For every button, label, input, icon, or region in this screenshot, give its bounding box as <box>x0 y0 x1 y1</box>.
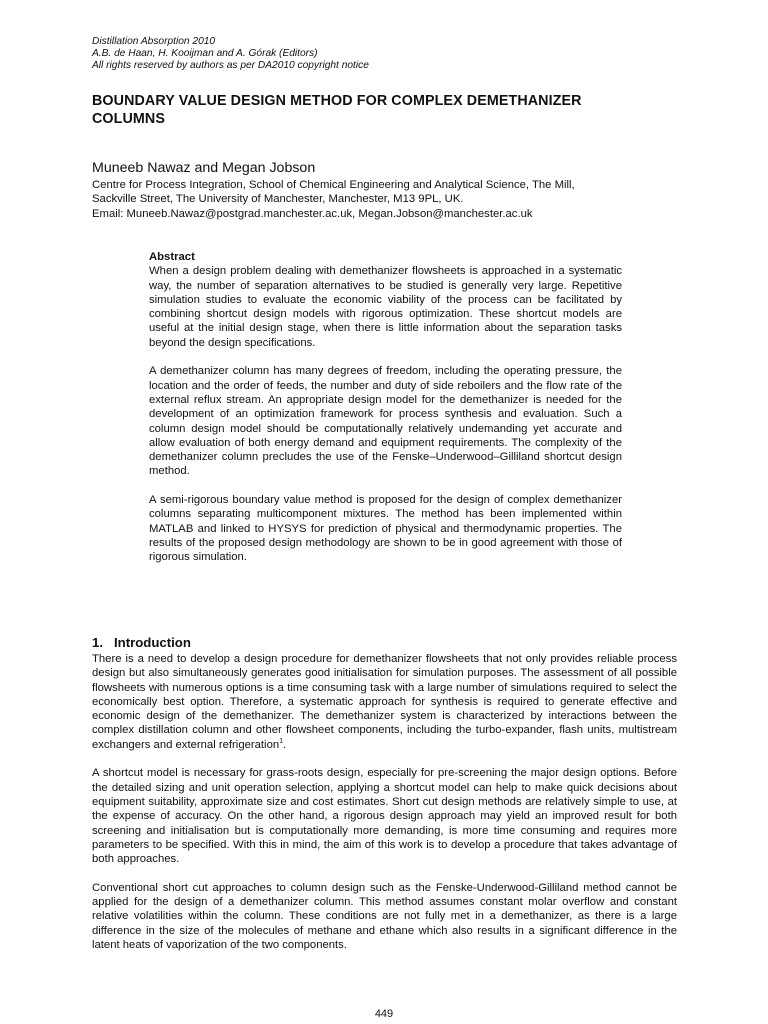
section-number: 1. <box>92 635 103 650</box>
abstract-paragraph-2: A demethanizer column has many degrees of freedom, including the operating pressure, the location and the order of feeds, the number and duty of side reboilers and the flow rate of the external reflux stream. An appropriate design model for the demethanizer is needed for the development of an optimization framework for process synthesis and evaluation. Such a column design model should be computationally relatively undemanding yet accurate and allow evaluation of both energy demand and equipment requirements. The complexity of the demethanizer column precludes the use of the Fenske–Underwood–Gilliland shortcut design method. <box>149 365 622 478</box>
intro-p1-end: . <box>283 738 287 751</box>
affiliation-line-1: Centre for Process Integration, School of Chemical Engineering and Analytical Science, The Mill, <box>92 179 575 191</box>
section-title: Introduction <box>114 635 191 650</box>
introduction-paragraph-3: Conventional short cut approaches to column design such as the Fenske-Underwood-Gilliland method cannot be applied for the design of a demethanizer column. This method assumes constant molar overflow and constant relative volatilities within the column. These conditions are not fully met in a demethanizer, as there is a large difference in the size of the molecules of methane and ethane which also results in a significant difference in the latent heats of vaporization of the two components. <box>92 881 677 951</box>
header-editors: A.B. de Haan, H. Kooijman and A. Górak (Editors) <box>92 48 318 60</box>
intro-p1-text: There is a need to develop a design procedure for demethanizer flowsheets that not only provides reliable process design but also simultaneously generates good initialisation for simulation purposes. The assessment of all possible flowsheets with numerous options is a time consuming task with a large number of simulations required to select the economically best option. Therefore, a systematic approach for synthesis is required to generate effective and economic design of the demethanizer. The demethanizer system is characterized by interactions between the complex distillation column and other flowsheet components, including the turbo-expander, flash units, multistream exchangers and external refrigeration <box>92 653 677 751</box>
introduction-heading <box>92 635 677 651</box>
header-copyright: All rights reserved by authors as per DA2010 copyright notice <box>92 60 369 72</box>
abstract-paragraph-1: When a design problem dealing with demethanizer flowsheets is approached in a systematic way, the number of separation alternatives to be studied is generally very large. Repetitive simulation studies to evaluate the economic viability of the process can be facilitated by combining shortcut design models with rigorous optimization. These shortcut models are useful at the initial design stage, when there is little information about the separation tasks beyond the design specifications. <box>149 265 622 349</box>
introduction-paragraph-1 <box>92 652 677 752</box>
abstract-heading: Abstract <box>149 251 195 263</box>
paper-authors: Muneeb Nawaz and Megan Jobson <box>92 160 316 176</box>
author-affiliation <box>92 178 692 221</box>
reference-superscript: 1 <box>279 738 284 746</box>
abstract-section <box>149 250 622 579</box>
paper-title: BOUNDARY VALUE DESIGN METHOD FOR COMPLEX DEMETHANIZER COLUMNS <box>92 93 582 127</box>
affiliation-email: Email: Muneeb.Nawaz@postgrad.manchester.ac.uk, Megan.Jobson@manchester.ac.uk <box>92 207 533 220</box>
introduction-paragraph-2: A shortcut model is necessary for grass-roots design, especially for pre-screening the major design options. Before the detailed sizing and unit operation selection, applying a shortcut model can help to make quick decisions about equipment suitability, approximate size and cost estimates. Short cut design methods are relatively simple to use, at the expense of accuracy. On the other hand, a rigorous design approach may yield an improved result for both screening and initialisation but is computationally more demanding, is more time consuming and requires more parameters to be specified. With this in mind, the aim of this work is to develop a procedure that takes advantage of both approaches. <box>92 767 677 866</box>
header-conference: Distillation Absorption 2010 <box>92 36 216 47</box>
abstract-paragraph-3: A semi-rigorous boundary value method is proposed for the design of complex demethanizer columns separating multicomponent mixtures. The method has been implemented within MATLAB and linked to HYSYS for prediction of physical and thermodynamic properties. The results of the proposed design methodology are shown to be in good agreement with those of rigorous simulation. <box>149 494 622 564</box>
introduction-section <box>92 635 677 952</box>
affiliation-line-2: Sackville Street, The University of Manchester, Manchester, M13 9PL, UK. <box>92 193 464 206</box>
proceedings-header <box>92 36 369 73</box>
page-number: 449 <box>374 1008 394 1020</box>
